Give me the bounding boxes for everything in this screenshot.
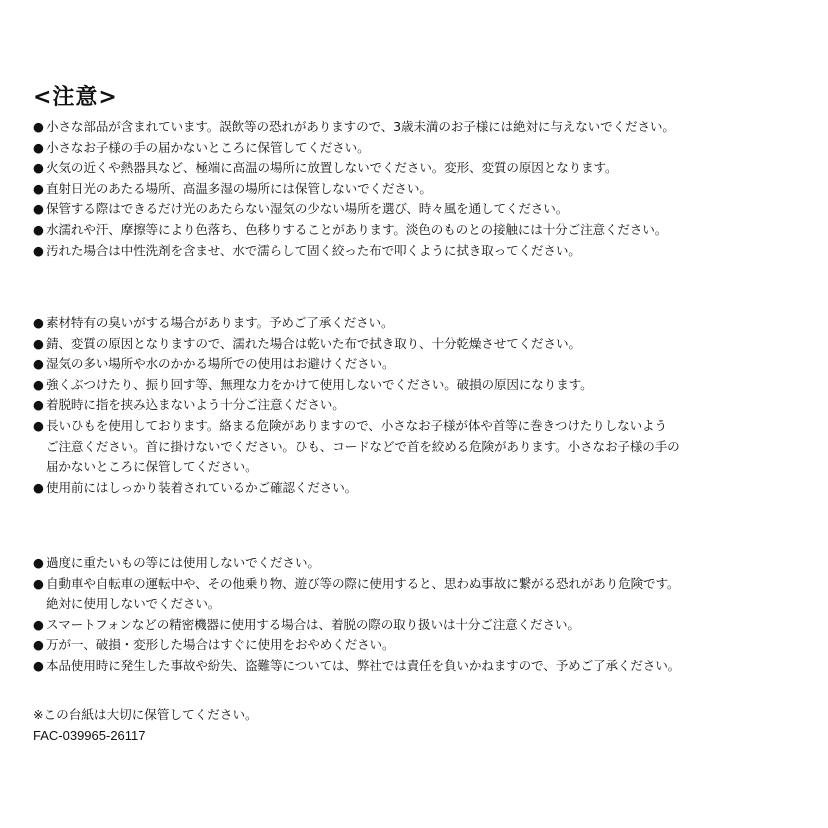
caution-text: ご注意ください。首に掛けないでください。ひも、コードなどで首を絞める危険があります。小さなお子様の手の — [46, 438, 680, 454]
caution-text: 使用前にはしっかり装着されているかご確認ください。 — [46, 479, 358, 495]
bullet-icon: ● — [33, 637, 44, 653]
caution-item — [33, 117, 813, 138]
caution-section-usage — [33, 313, 813, 498]
caution-item — [33, 635, 813, 656]
caution-text: スマートフォンなどの精密機器に使用する場合は、着脱の際の取り扱いは十分ご注意ください。 — [46, 616, 580, 632]
caution-text: 火気の近くや熱器具など、極端に高温の場所に放置しないでください。変形、変質の原因となります。 — [46, 160, 618, 176]
caution-item — [33, 241, 813, 262]
bullet-icon: ● — [33, 657, 44, 673]
caution-item — [33, 158, 813, 179]
bullet-icon: ● — [33, 160, 44, 176]
caution-text: 水濡れや汗、摩擦等により色落ち、色移りすることがあります。淡色のものとの接触には十分ご注意ください。 — [46, 221, 668, 237]
bullet-icon: ● — [33, 417, 44, 433]
bullet-icon: ● — [33, 376, 44, 392]
bullet-icon: ● — [33, 119, 44, 134]
bullet-icon: ● — [33, 180, 44, 196]
caution-text: 着脱時に指を挟み込まないよう十分ご注意ください。 — [46, 397, 345, 413]
bullet-icon: ● — [33, 139, 44, 155]
caution-item — [33, 395, 813, 416]
caution-text: 直射日光のあたる場所、高温多湿の場所には保管しないでください。 — [46, 180, 432, 196]
bullet-icon: ● — [33, 356, 44, 372]
caution-text: 届かないところに保管してください。 — [46, 459, 258, 475]
caution-text: 湿気の多い場所や水のかかる場所での使用はお避けください。 — [46, 356, 395, 372]
caution-text: 自動車や自転車の運転中や、その他乗り物、遊び等の際に使用すると、思わぬ事故に繋がる恐れがあり危険です。 — [46, 575, 680, 591]
caution-text: 強くぶつけたり、振り回す等、無理な力をかけて使用しないでください。破損の原因になります。 — [46, 376, 593, 392]
caution-item — [33, 220, 813, 241]
caution-section-care — [33, 117, 813, 261]
caution-text: 小さなお子様の手の届かないところに保管してください。 — [46, 139, 370, 155]
caution-item — [33, 574, 813, 615]
caution-section-safety — [33, 553, 813, 677]
caution-text: 絶対に使用しないでください。 — [46, 596, 221, 612]
bullet-icon: ● — [33, 221, 44, 237]
caution-item — [33, 615, 813, 636]
bullet-icon: ● — [33, 315, 44, 330]
caution-item — [33, 138, 813, 159]
caution-item — [33, 199, 813, 220]
caution-item — [33, 313, 813, 334]
caution-item — [33, 354, 813, 375]
caution-text: 小さな部品が含まれています。誤飲等の恐れがありますので、3歳未満のお子様には絶対に与えないでください。 — [46, 119, 675, 134]
bullet-icon: ● — [33, 616, 44, 632]
bullet-icon: ● — [33, 555, 44, 570]
page-title: <注意> — [33, 85, 118, 110]
bullet-icon: ● — [33, 335, 44, 351]
caution-text: 過度に重たいもの等には使用しないでください。 — [46, 555, 320, 570]
bullet-icon: ● — [33, 201, 44, 217]
bullet-icon: ● — [33, 479, 44, 495]
caution-item — [33, 179, 813, 200]
caution-text: 保管する際はできるだけ光のあたらない湿気の少ない場所を選び、時々風を通してください。 — [46, 201, 569, 217]
bullet-icon: ● — [33, 575, 44, 591]
caution-item — [33, 553, 813, 574]
caution-item — [33, 375, 813, 396]
caution-item — [33, 416, 813, 478]
bullet-icon: ● — [33, 397, 44, 413]
caution-text: 素材特有の臭いがする場合があります。予めご了承ください。 — [46, 315, 394, 330]
caution-item — [33, 478, 813, 499]
caution-item — [33, 334, 813, 355]
bullet-icon: ● — [33, 242, 44, 258]
caution-text: 汚れた場合は中性洗剤を含ませ、水で濡らして固く絞った布で叩くように拭き取ってください。 — [46, 242, 581, 258]
product-code: FAC-039965-26117 — [33, 728, 146, 743]
caution-item — [33, 656, 813, 677]
caution-text: 長いひもを使用しております。絡まる危険がありますので、小さなお子様が体や首等に巻きつけたりしないよう — [46, 417, 667, 433]
caution-text: 本品使用時に発生した事故や紛失、盗難等については、弊社では責任を負いかねますので、予めご了承ください。 — [46, 657, 681, 673]
footer-note: ※この台紙は大切に保管してください。 — [33, 707, 258, 722]
caution-text: 万が一、破損・変形した場合はすぐに使用をおやめください。 — [46, 637, 395, 653]
caution-text: 錆、変質の原因となりますので、濡れた場合は乾いた布で拭き取り、十分乾燥させてください。 — [46, 335, 581, 351]
